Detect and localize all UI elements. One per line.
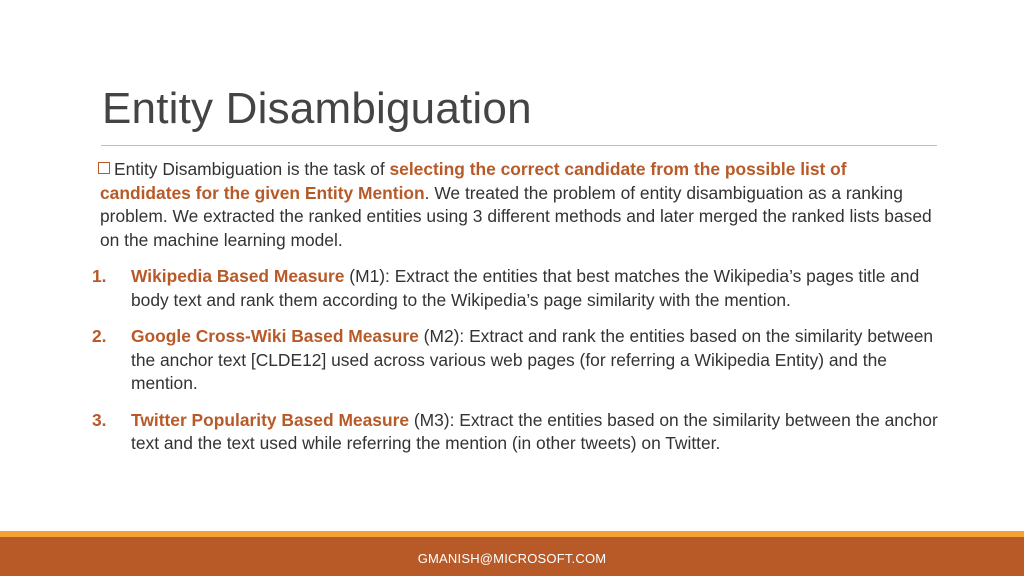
checkbox-icon [98,162,110,174]
item-description: (M1): Extract the entities that best matches the Wikipedia’s pages title and body text and rank them according to the Wikipedia’s page similarity with the mention. [131,266,920,310]
slide-title: Entity Disambiguation [102,84,532,133]
item-name: Wikipedia Based Measure [131,266,345,286]
footer-email: GMANISH@MICROSOFT.COM [417,551,607,566]
intro-rest: . We treated the problem of entity disambiguation as a ranking problem. We extracted the ranked entities using 3 different methods and later merged the ranked lists based on the machine learning model. [100,182,932,250]
item-description: (M3): Extract the entities based on the similarity between the anchor text and the text used while referring the mention (in other tweets) on Twitter. [131,409,938,453]
intro-paragraph [100,158,942,252]
item-number: 2. [92,326,107,346]
item-name: Twitter Popularity Based Measure [131,409,410,430]
item-name: Google Cross-Wiki Based Measure [131,326,419,346]
list-item [92,409,942,456]
list-item [92,325,942,396]
intro-highlight: selecting the correct candidate from the possible list of candidates for the given Entity Mention [100,159,847,203]
method-list [92,265,942,469]
list-item [92,265,942,312]
intro-lead: Entity Disambiguation is the task of [114,159,390,179]
footer-bar [0,537,1024,576]
item-description: (M2): Extract and rank the entities based on the similarity between the anchor text [CLDE12] used across various web pages (for referring a Wikipedia Entity) and the mention. [131,326,934,393]
item-number: 1. [92,266,107,286]
title-divider [101,145,937,146]
item-number: 3. [92,409,107,430]
